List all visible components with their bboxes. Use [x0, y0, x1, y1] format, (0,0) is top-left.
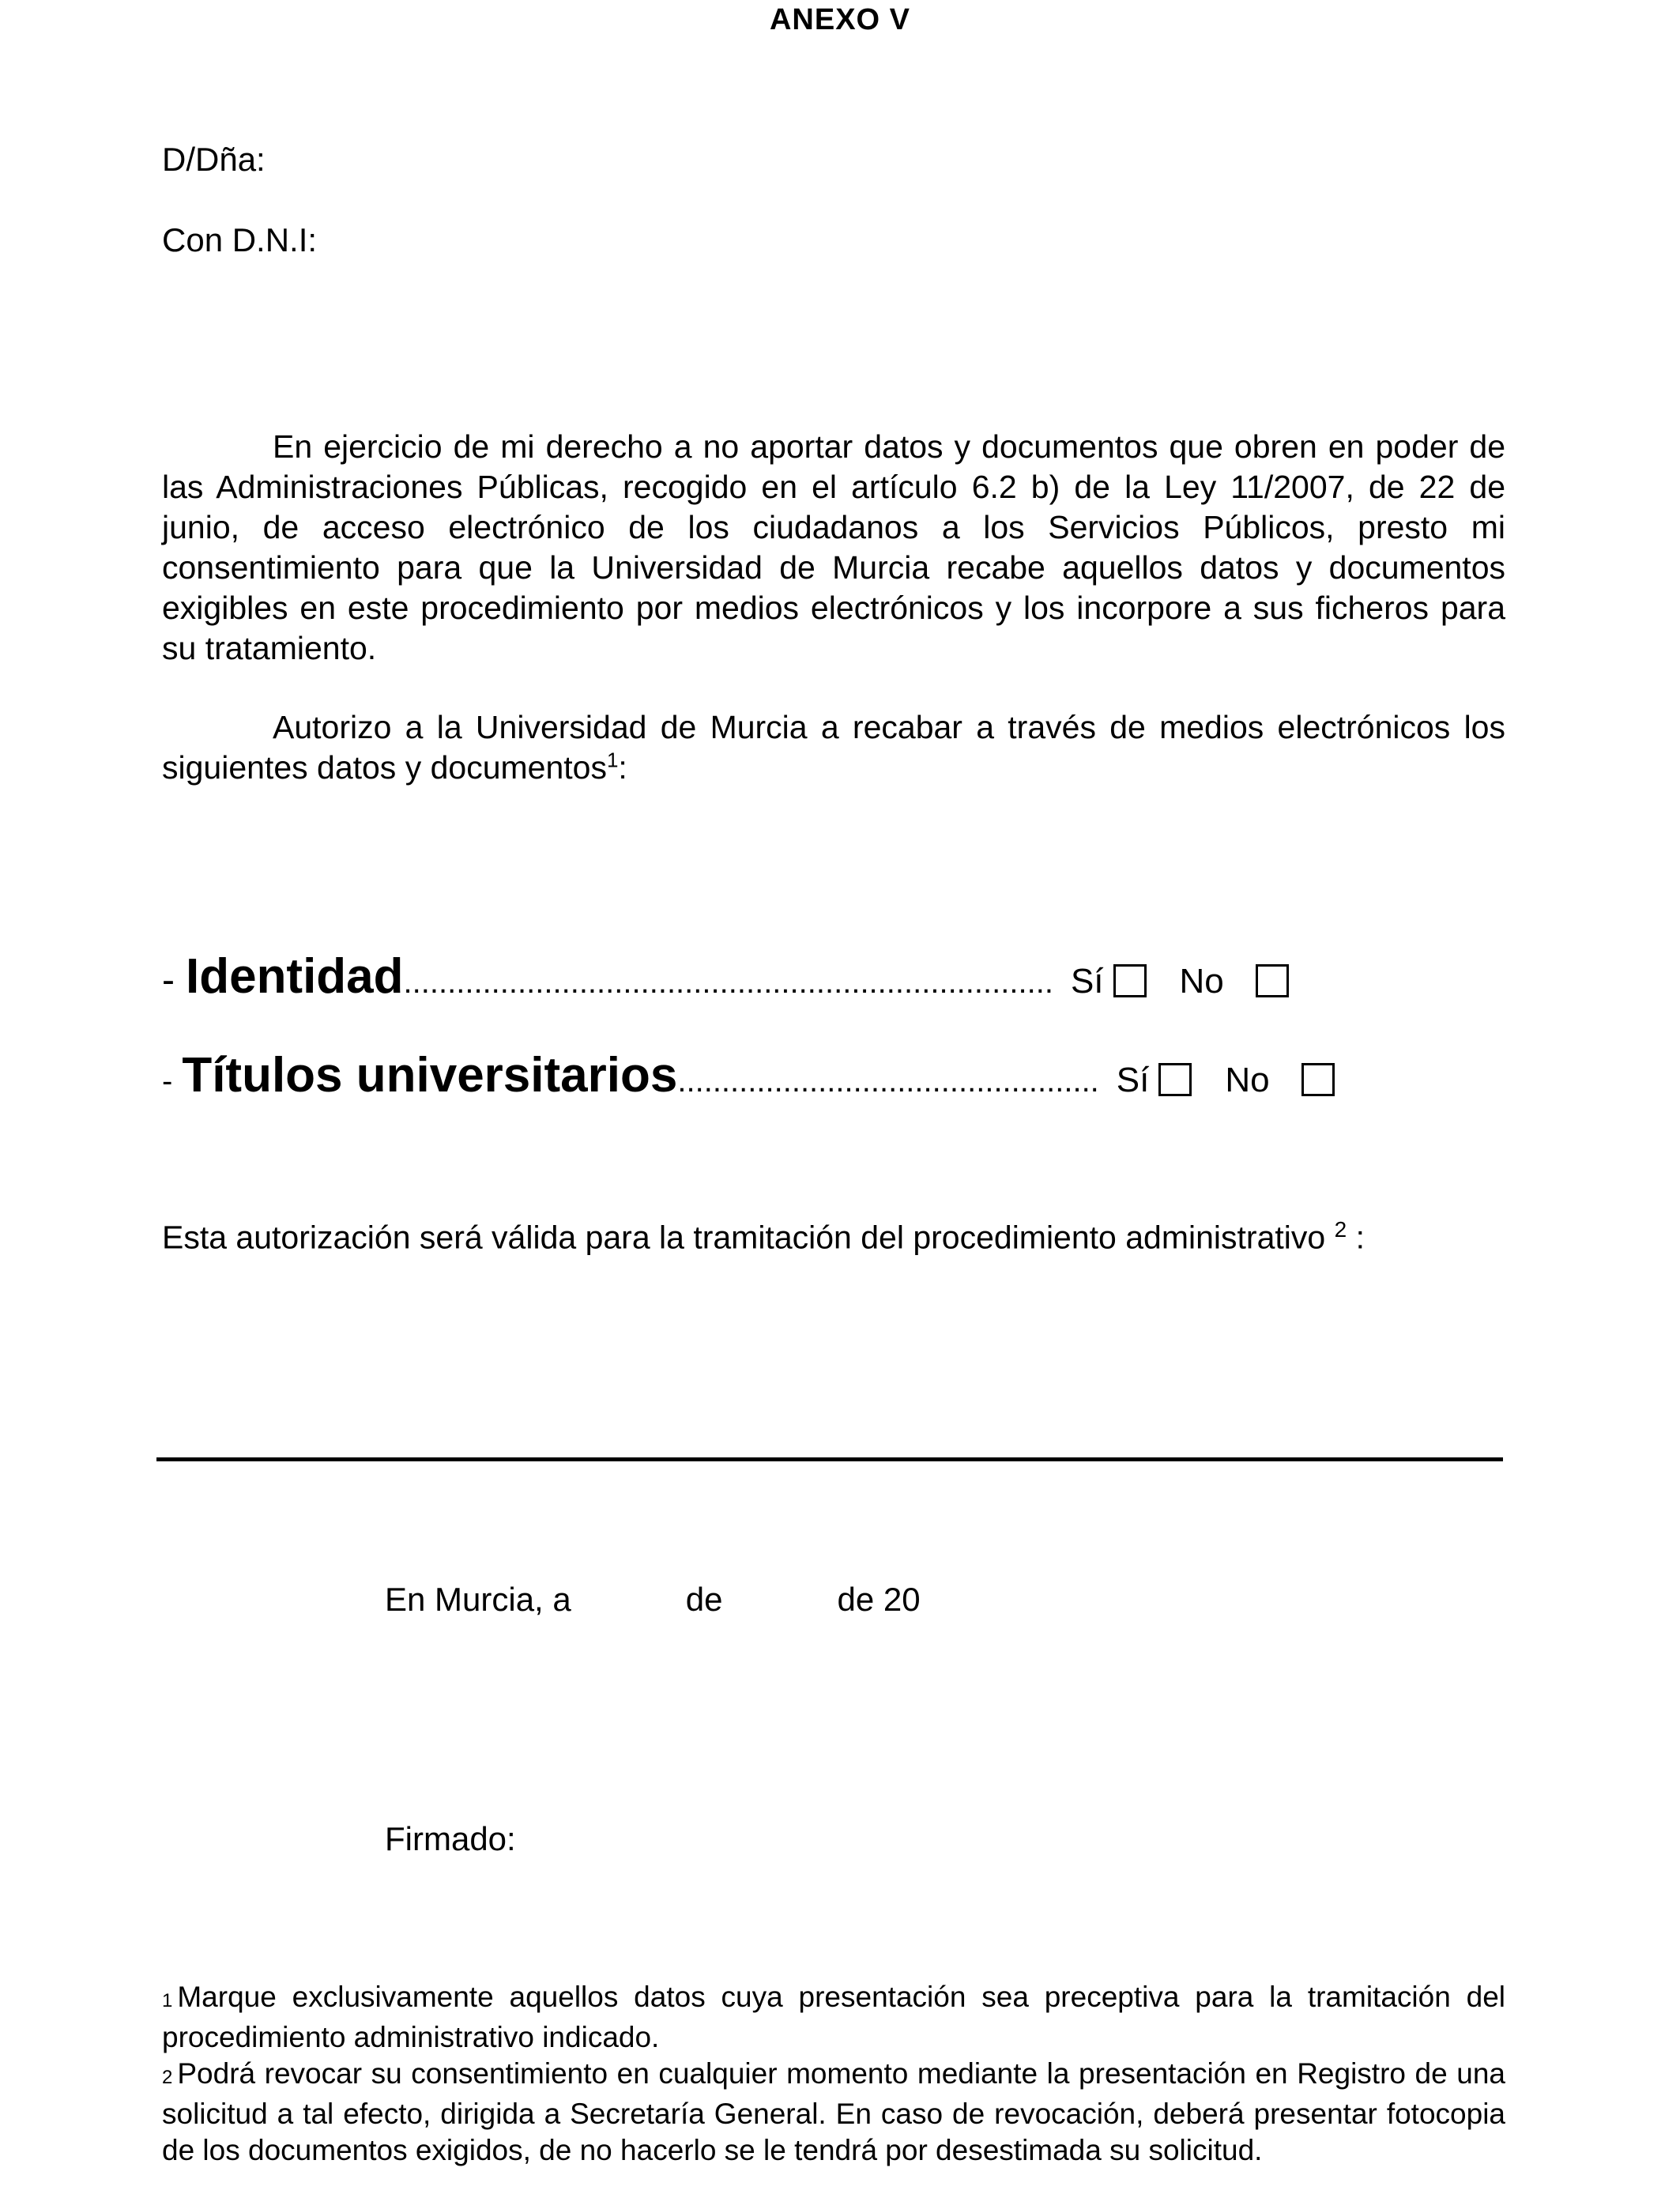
- footnotes: [162, 1979, 1505, 2169]
- item-dash: -: [162, 959, 175, 1001]
- name-field-label: D/Dña:: [162, 141, 266, 178]
- validity-colon: :: [1355, 1219, 1365, 1256]
- date-de-1: de: [685, 1581, 723, 1618]
- footnote-number: 2: [162, 2067, 173, 2088]
- no-option: [1180, 962, 1289, 1001]
- yes-option: [1071, 962, 1147, 1001]
- footnote-number: 1: [162, 1990, 173, 2011]
- consent-text: En ejercicio de mi derecho a no aportar datos y documentos que obren en poder de las Administraciones Públicas, recogido en el artículo 6.2 b) de la Ley 11/2007, de 22 de junio, de acceso electrónico de los ciudadanos a los Servicios Públicos, presto mi consentimiento para que la Universidad de Murcia recabe aquellos datos y documentos exigibles en este procedimiento por medios electrónicos y los incorpore a sus ficheros para su tratamiento.: [162, 428, 1505, 666]
- item-label-identidad: Identidad: [185, 949, 404, 1004]
- no-option: [1225, 1061, 1334, 1100]
- item-identidad: [162, 948, 1466, 1005]
- footnote-ref-1: 1: [606, 748, 619, 772]
- footnote-text: Podrá revocar su consentimiento en cualquier momento mediante la presentación en Registro de una solicitud a tal efecto, dirigida a Secretaría General. En caso de revocación, deberá presentar fotocopia de los documentos exigidos, de no hacerlo se le tendrá por desestimada su solicitud.: [162, 2057, 1505, 2166]
- consent-paragraph: [162, 427, 1505, 669]
- signature-label: Firmado:: [385, 1820, 516, 1857]
- item-dash: -: [162, 1064, 173, 1099]
- footnote-text: Marque exclusivamente aquellos datos cuya presentación sea preceptiva para la tramitación del procedimiento administrativo indicado.: [162, 1981, 1505, 2053]
- date-de-2: de 20: [837, 1581, 921, 1618]
- yes-option: [1117, 1061, 1192, 1100]
- procedure-entry-line[interactable]: [156, 1457, 1503, 1461]
- no-label: No: [1179, 962, 1224, 1001]
- titulos-yes-checkbox[interactable]: [1158, 1063, 1192, 1096]
- identidad-yes-checkbox[interactable]: [1113, 964, 1147, 997]
- footnote-2: [162, 2056, 1505, 2169]
- leader-dots: ................................................: [677, 1064, 1099, 1099]
- footnote-1: [162, 1979, 1505, 2056]
- titulos-no-checkbox[interactable]: [1301, 1063, 1335, 1096]
- footnote-ref-2: 2: [1334, 1217, 1347, 1242]
- authorize-paragraph: [162, 707, 1505, 788]
- place-text: En Murcia, a: [385, 1581, 571, 1618]
- authorize-text: Autorizo a la Universidad de Murcia a recabar a través de medios electrónicos los siguientes datos y documentos: [162, 709, 1505, 786]
- place-date-line: [385, 1581, 921, 1619]
- yes-label: Sí: [1070, 962, 1104, 1001]
- document-title: ANEXO V: [769, 3, 911, 36]
- identidad-no-checkbox[interactable]: [1256, 964, 1289, 997]
- yes-label: Sí: [1116, 1061, 1150, 1099]
- no-label: No: [1225, 1061, 1270, 1099]
- validity-sentence: [162, 1217, 1365, 1257]
- authorize-colon: :: [618, 749, 627, 786]
- leader-dots: ..........................................................................: [403, 965, 1053, 1000]
- dni-field-label: Con D.N.I:: [162, 221, 318, 258]
- item-titulos: [162, 1047, 1466, 1103]
- item-label-titulos: Títulos universitarios: [182, 1048, 678, 1103]
- validity-text: Esta autorización será válida para la tramitación del procedimiento administrativo: [162, 1219, 1326, 1256]
